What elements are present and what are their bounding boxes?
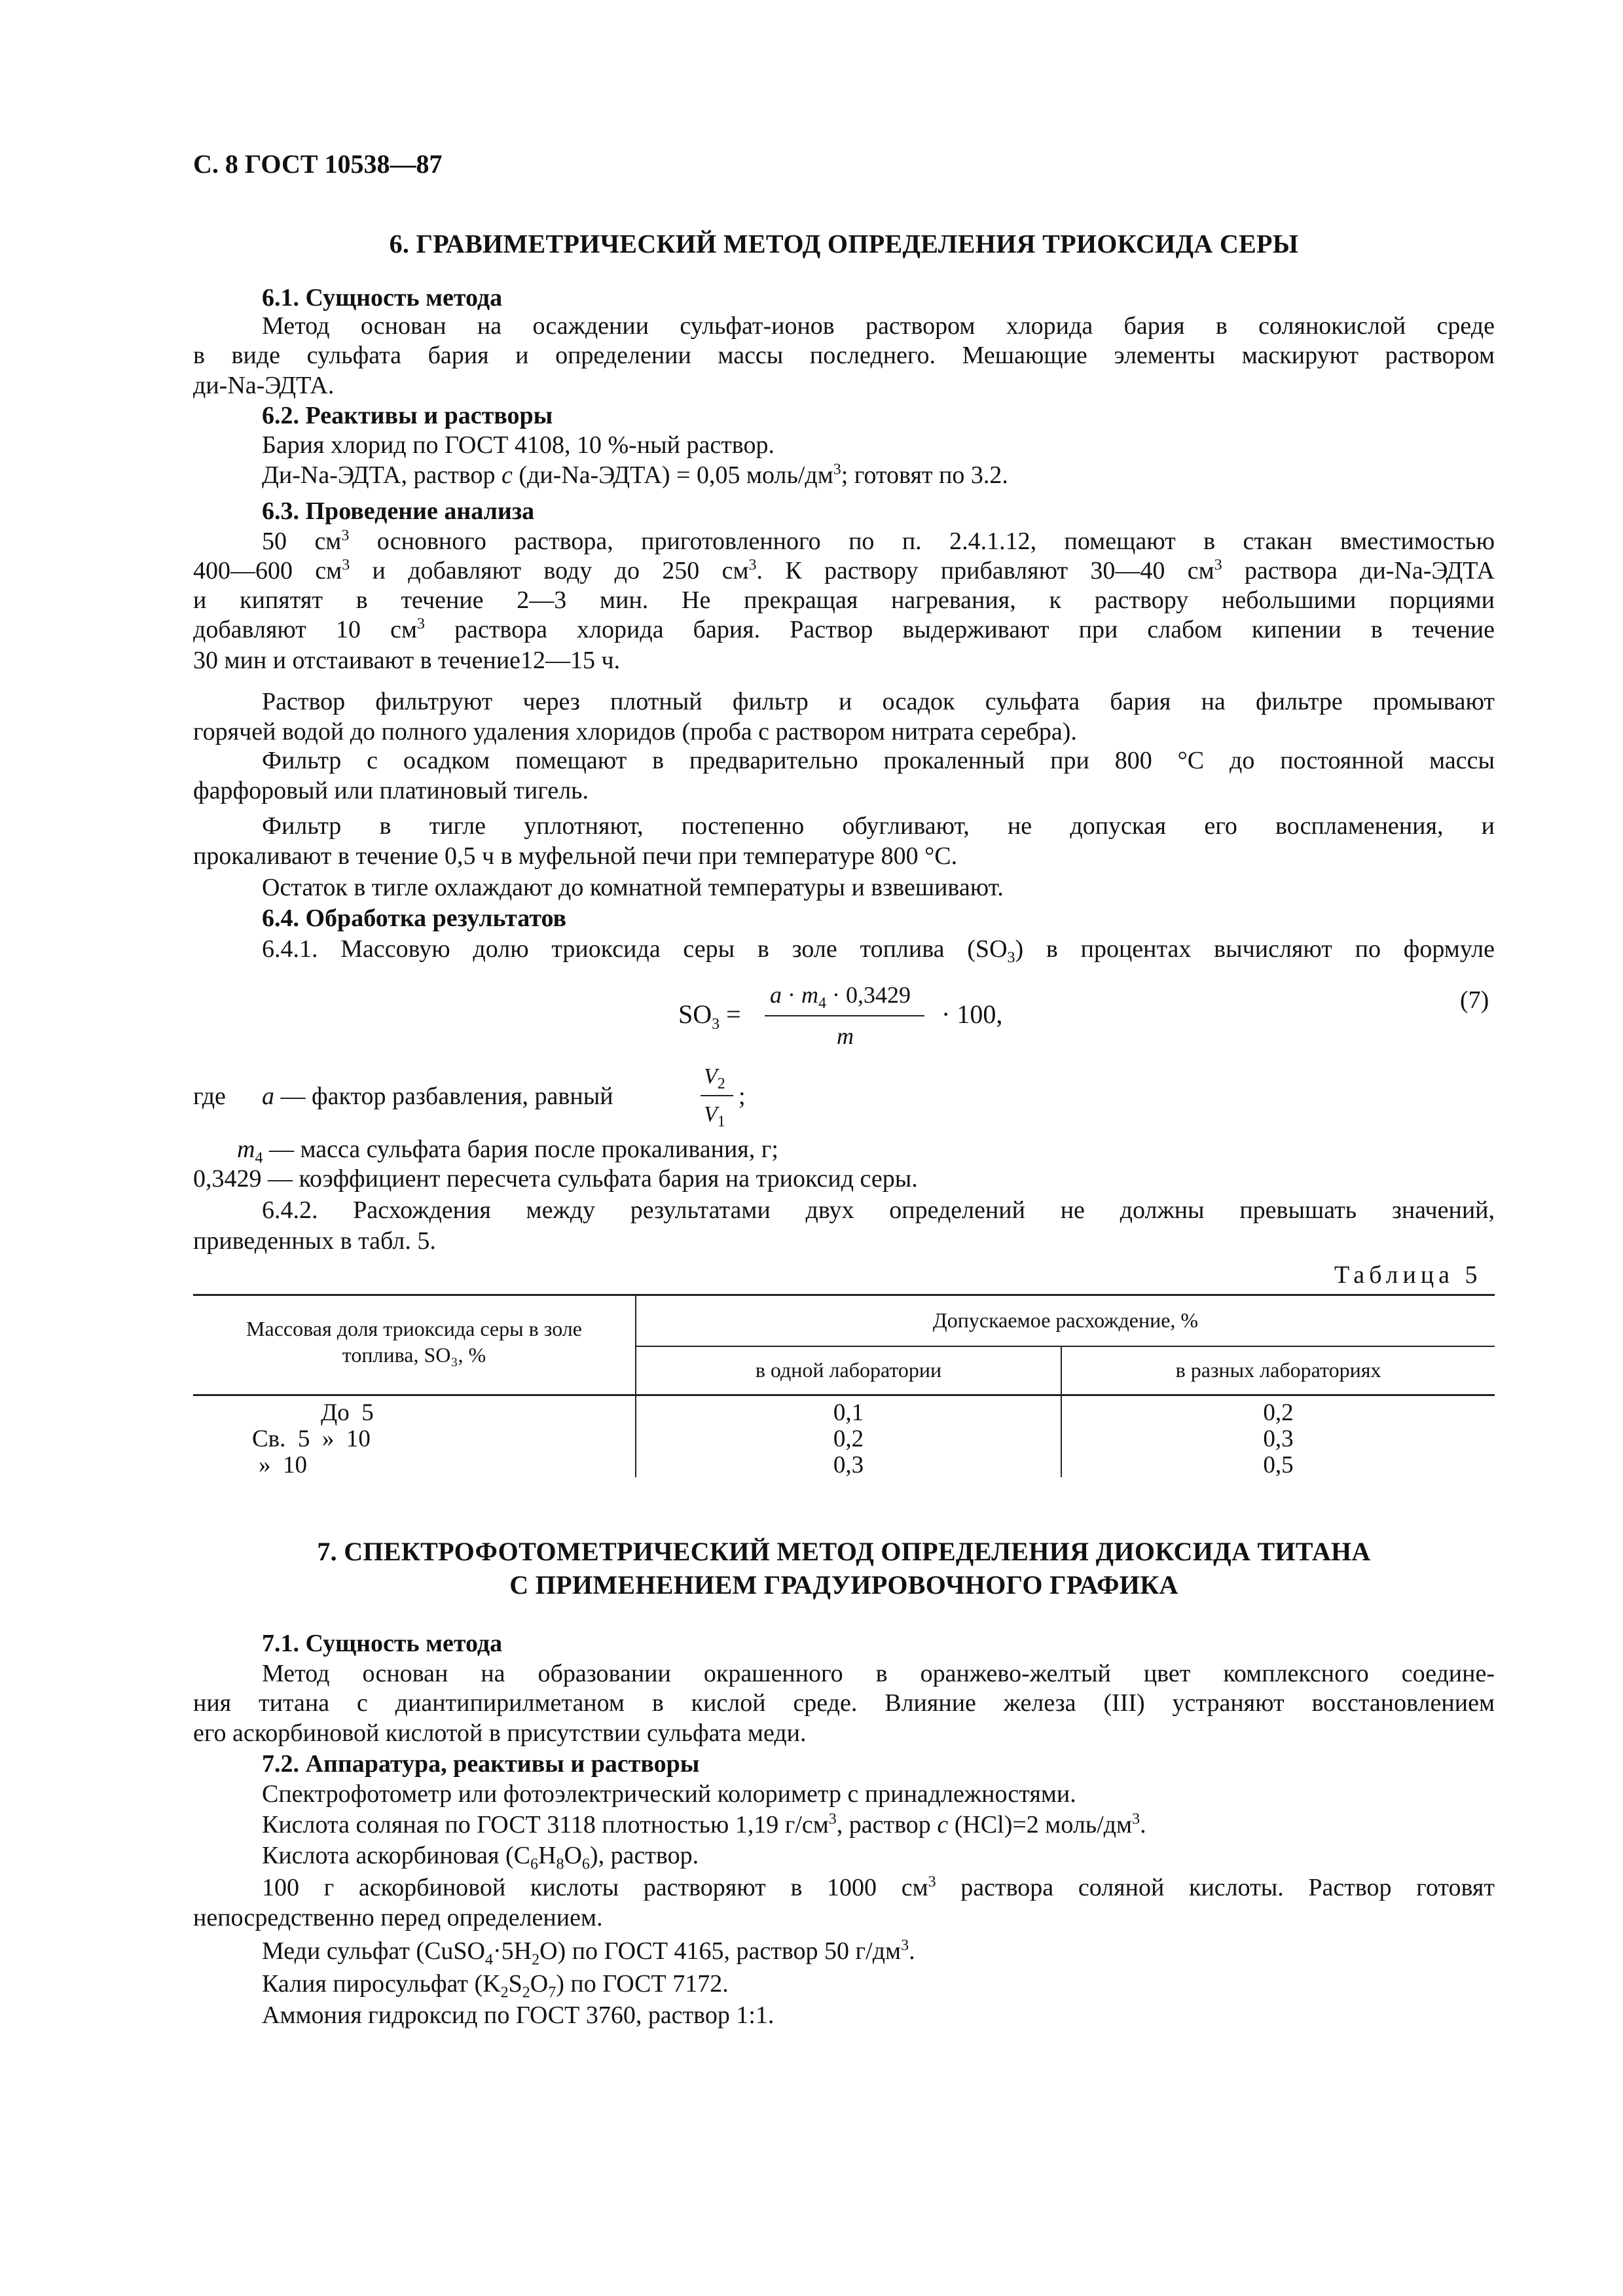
table-header-cell: в одной лаборатории	[755, 1358, 942, 1382]
formula-numerator: $a \cdot m_4 \cdot 0,3429$	[770, 982, 911, 1013]
paragraph-line: 50 $см^3$ основного раствора, приготовленного по п. 2.4.1.12, помещают в стакан вместимостью	[262, 527, 1495, 555]
paragraph-line: Фильтр в тигле уплотняют, постепенно обугливают, не допуская его воспламенения, и	[262, 812, 1495, 840]
paragraph-line: ди-Na-ЭДТА.	[193, 372, 335, 399]
dilution-denominator: $V_1$	[704, 1102, 725, 1130]
paragraph-line: Фильтр с осадком помещают в предварительно прокаленный при 800 °С до постоянной массы	[262, 747, 1495, 774]
paragraph-line: 6.4.1. Массовую долю триоксида серы в золе топлива $(SO_3)$ в процентах вычисляют по формуле	[262, 935, 1495, 967]
formula-lhs: $SO_3$ =	[678, 999, 741, 1033]
paragraph-line: 30 мин и отстаивают в течение12—15 ч.	[193, 647, 621, 674]
formula-rhs: · 100,	[941, 999, 1003, 1029]
paragraph-line: Раствор фильтруют через плотный фильтр и осадок сульфата бария на фильтре промывают	[262, 688, 1495, 715]
paragraph-line: Бария хлорид по ГОСТ 4108, 10 %-ный раствор.	[262, 431, 775, 459]
subsection-6-2-heading: 6.2. Реактивы и растворы	[262, 402, 553, 429]
table-row-range: » 10	[259, 1452, 307, 1479]
paragraph-line: в виде сульфата бария и определении массы последнего. Мешающие элементы маскируют раствором	[193, 342, 1495, 369]
paragraph-line: Спектрофотометр или фотоэлектрический колориметр с принадлежностями.	[262, 1780, 1076, 1808]
fraction-bar	[765, 1015, 924, 1016]
paragraph-line: Метод основан на осаждении сульфат-ионов раствором хлорида бария в солянокислой среде	[262, 312, 1495, 340]
paragraph-line: Ди-Na-ЭДТА, раствор c (ди-Na-ЭДТА) = 0,05 моль/$дм^3$; готовят по 3.2.	[262, 461, 1008, 489]
table-row-one-lab: 0,2	[833, 1426, 864, 1452]
table-row-diff-labs: 0,2	[1263, 1399, 1294, 1426]
table-row-diff-labs: 0,5	[1263, 1452, 1294, 1479]
paragraph-line: и кипятят в течение 2—3 мин. Не прекращая нагревания, к раствору небольшими порциями	[193, 586, 1495, 614]
paragraph-line: Калия пиросульфат $(K_2S_2O_7)$ по ГОСТ 7172.	[262, 1970, 729, 2001]
paragraph-line: приведенных в табл. 5.	[193, 1227, 436, 1255]
paragraph-line: Аммония гидроксид по ГОСТ 3760, раствор 1:1.	[262, 2001, 775, 2029]
paragraph-line: добавляют 10 $см^3$ раствора хлорида бария. Раствор выдерживают при слабом кипении в течение	[193, 615, 1495, 643]
table-row-one-lab: 0,3	[833, 1452, 864, 1479]
paragraph-line: горячей водой до полного удаления хлоридов (проба с раствором нитрата серебра).	[193, 718, 1077, 745]
subsection-6-1-heading: 6.1. Сущность метода	[262, 284, 503, 312]
section-7-title-line1: 7. СПЕКТРОФОТОМЕТРИЧЕСКИЙ МЕТОД ОПРЕДЕЛЕНИЯ ДИОКСИДА ТИТАНА	[317, 1537, 1371, 1566]
table-header-cell: в разных лабораториях	[1175, 1358, 1381, 1382]
paragraph-line: Кислота соляная по ГОСТ 3118 плотностью 1,19 $г/см^3$, раствор c (HCl)=2 моль/$дм^3$.	[262, 1810, 1146, 1839]
subsection-6-3-heading: 6.3. Проведение анализа	[262, 497, 535, 525]
definition-a: a — фактор разбавления, равный	[262, 1083, 613, 1110]
table-body-rule	[193, 1394, 1495, 1396]
paragraph-line: Метод основан на образовании окрашенного в оранжево-желтый цвет комплексного соедине-	[262, 1660, 1495, 1687]
where-label: где	[193, 1083, 226, 1110]
paragraph-line: ния титана с диантипирилметаном в кислой среде. Влияние железа (III) устраняют восстановлением	[193, 1689, 1495, 1717]
paragraph-line: Остаток в тигле охлаждают до комнатной температуры и взвешивают.	[262, 874, 1004, 901]
table-header-cell: топлива, SO₃, %	[342, 1343, 486, 1367]
section-7-title-line2: С ПРИМЕНЕНИЕМ ГРАДУИРОВОЧНОГО ГРАФИКА	[509, 1570, 1178, 1600]
table-row-range: До 5	[321, 1399, 374, 1426]
dilution-numerator: $V_2$	[704, 1064, 725, 1092]
table-row-diff-labs: 0,3	[1263, 1426, 1294, 1452]
fraction-bar	[701, 1095, 733, 1096]
definition-coefficient: 0,3429 — коэффициент пересчета сульфата бария на триоксид серы.	[193, 1165, 918, 1193]
section-6-title: 6. ГРАВИМЕТРИЧЕСКИЙ МЕТОД ОПРЕДЕЛЕНИЯ ТРИОКСИДА СЕРЫ	[389, 229, 1299, 259]
table-header-rule	[635, 1346, 1495, 1347]
table-caption: Таблица 5	[1334, 1261, 1482, 1289]
table-header-cell: Массовая доля триоксида серы в золе	[246, 1317, 582, 1340]
page-header: С. 8 ГОСТ 10538—87	[193, 149, 443, 179]
formula-number: (7)	[1460, 986, 1489, 1014]
table-row-range: Св. 5 » 10	[252, 1426, 371, 1452]
paragraph-line: непосредственно перед определением.	[193, 1904, 603, 1931]
paragraph-line: 100 г аскорбиновой кислоты растворяют в 1000 $см^3$ раствора соляной кислоты. Раствор готовят	[262, 1873, 1495, 1901]
paragraph-line: фарфоровый или платиновый тигель.	[193, 777, 589, 804]
subsection-6-4-heading: 6.4. Обработка результатов	[262, 905, 567, 932]
table-top-rule	[193, 1294, 1495, 1296]
paragraph-line: Кислота аскорбиновая $(C_6H_8O_6)$, раствор.	[262, 1842, 699, 1873]
paragraph-line: прокаливают в течение 0,5 ч в муфельной печи при температуре 800 °С.	[193, 842, 958, 870]
subsection-7-1-heading: 7.1. Сущность метода	[262, 1630, 503, 1657]
definition-m4: $m_4$ — масса сульфата бария после прокаливания, г;	[237, 1136, 778, 1167]
table-group-header: Допускаемое расхождение, %	[932, 1308, 1199, 1332]
semicolon: ;	[739, 1083, 746, 1110]
table-row-one-lab: 0,1	[833, 1399, 864, 1426]
paragraph-line: его аскорбиновой кислотой в присутствии сульфата меди.	[193, 1719, 807, 1747]
formula-denominator: m	[837, 1023, 854, 1049]
paragraph-line: 400—600 $см^3$ и добавляют воду до 250 $см^3$. К раствору прибавляют 30—40 $см^3$ раствора ди-Na-ЭДТА	[193, 556, 1495, 584]
subsection-7-2-heading: 7.2. Аппаратура, реактивы и растворы	[262, 1750, 700, 1778]
paragraph-line: 6.4.2. Расхождения между результатами двух определений не должны превышать значений,	[262, 1196, 1495, 1224]
paragraph-line: Меди сульфат $(CuSO_4\cdot 5H_2O)$ по ГОСТ 4165, раствор 50 $г/дм^3$.	[262, 1937, 915, 1969]
